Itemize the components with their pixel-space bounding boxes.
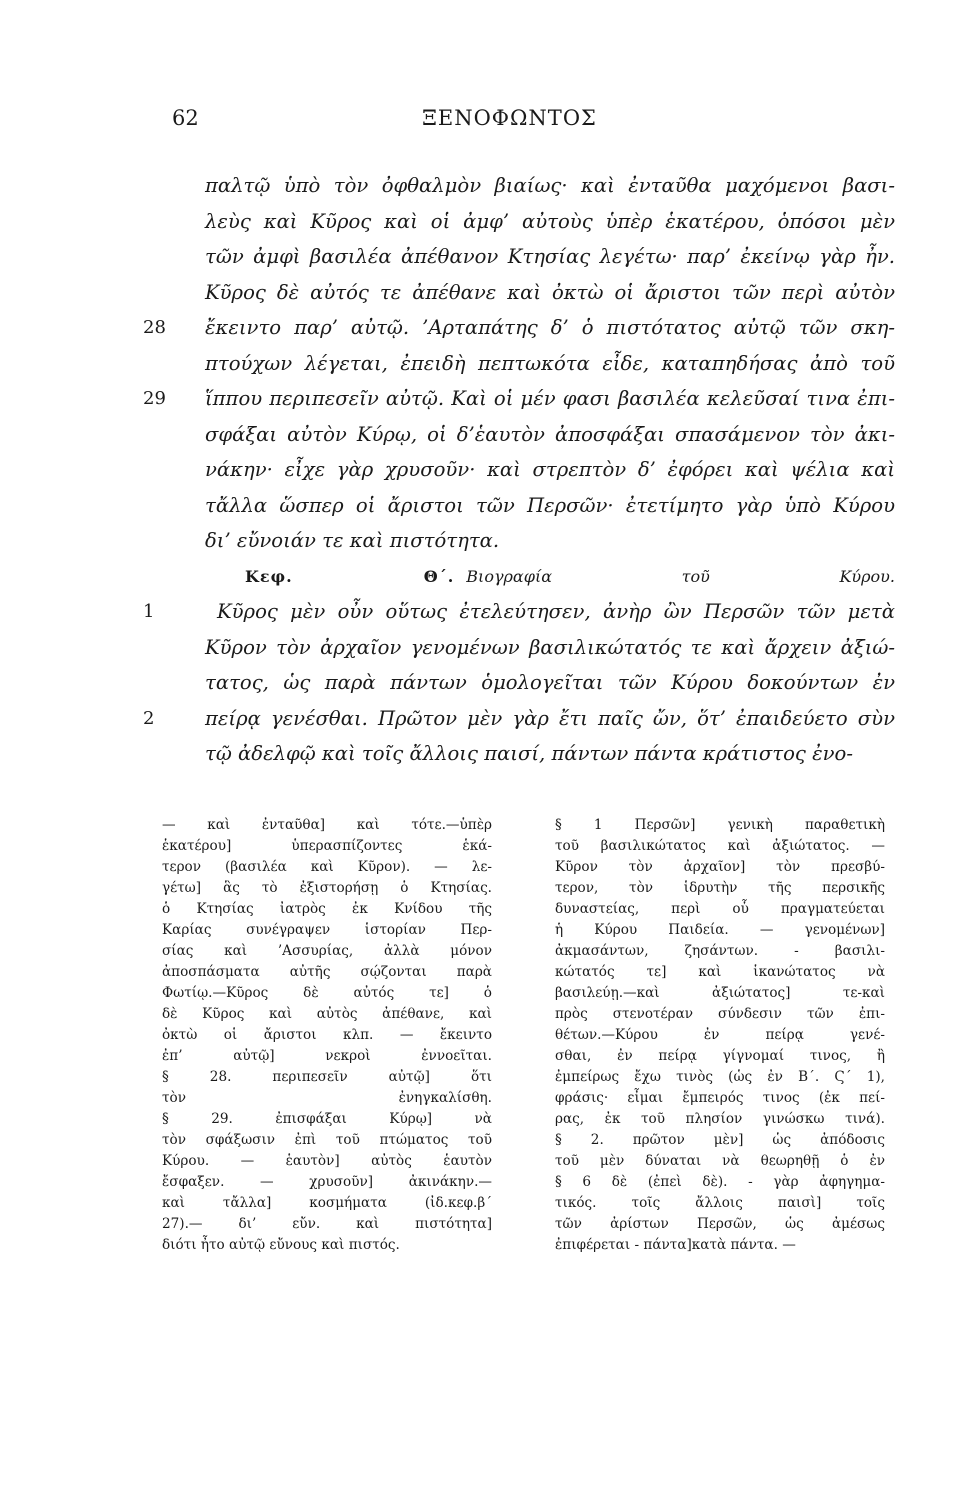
text-line bbox=[205, 630, 895, 666]
note-line: — καὶ ἐνταῦθα] καὶ τότε.—ὑπὲρ bbox=[162, 817, 492, 833]
text-line bbox=[205, 275, 895, 311]
line-text: ἔκειντο παρ’ αὐτῷ. ’Αρταπάτης δ’ ὁ πιστότατος αὐτῷ τῶν σκη- bbox=[205, 316, 895, 339]
note-line: καὶ τἄλλα] κοσμήματα (ἰδ.κεφ.β΄ bbox=[162, 1195, 492, 1211]
line-text: τατος, ὡς παρὰ πάντων ὁμολογεῖται τῶν Κύρου δοκούντων ἐν bbox=[205, 671, 895, 694]
line-text: τῶν ἀμφὶ βασιλέα ἀπέθανον Κτησίας λεγέτω· παρ’ ἐκείνῳ γὰρ ἦν. bbox=[205, 245, 895, 268]
note-line: διότι ἦτο αὐτῷ εὔνους καὶ πιστός. bbox=[162, 1237, 400, 1253]
note-line: Κύρου. — ἑαυτὸν] αὐτὸς ἑαυτὸν bbox=[162, 1153, 492, 1169]
text-line bbox=[205, 168, 895, 204]
note-line: βασιλεύῃ.—καὶ ἀξιώτατος] τε-καὶ bbox=[555, 985, 885, 1001]
note-line: τοῦ βασιλικώτατος καὶ ἀξιώτατος. — bbox=[555, 838, 885, 854]
note-line: § 1 Περσῶν] γενικὴ παραθετικὴ bbox=[555, 817, 885, 833]
note-line: § 29. ἐπισφάξαι Κύρῳ] νὰ bbox=[162, 1111, 492, 1127]
note-line: σθαι, ἐν πείρᾳ γίγνομαί τινος, ἢ bbox=[555, 1048, 885, 1064]
note-line: πρὸς στενοτέραν σύνδεσιν τῶν ἐπι- bbox=[555, 1006, 885, 1022]
note-line: κώτατός τε] καὶ ἱκανώτατος νὰ bbox=[555, 964, 885, 980]
line-text: Κῦρον τὸν ἀρχαῖον γενομένων βασιλικώτατός τε καὶ ἄρχειν ἀξιώ- bbox=[205, 635, 895, 659]
note-line: θέτων.—Κύρου ἐν πείρᾳ γενέ- bbox=[555, 1027, 885, 1043]
note-line: τερον (βασιλέα καὶ Κῦρον). — λε- bbox=[162, 859, 492, 875]
note-line: § 28. περιπεσεῖν αὐτῷ] ὅτι bbox=[162, 1069, 492, 1085]
note-line: Καρίας συνέγραψεν ἱστορίαν Περ- bbox=[162, 922, 492, 938]
note-line: ἔσφαξεν. — χρυσοῦν] ἀκινάκην.— bbox=[162, 1174, 492, 1190]
note-line: ἐπ’ αὐτῷ] νεκροὶ ἐννοεῖται. bbox=[162, 1048, 492, 1064]
text-line bbox=[205, 417, 895, 453]
line-text: σφάξαι αὐτὸν Κύρῳ, οἱ δ’ἑαυτὸν ἀποσφάξαι σπασάμενον τὸν ἀκι- bbox=[205, 422, 895, 446]
line-text: παλτῷ ὑπὸ τὸν ὀφθαλμὸν βιαίως· καὶ ἐνταῦθα μαχόμενοι βασι- bbox=[205, 174, 895, 197]
paragraph-number: 28 bbox=[143, 317, 166, 338]
text-line bbox=[205, 346, 895, 382]
line-text: πείρᾳ γενέσθαι. Πρῶτον μὲν γὰρ ἔτι παῖς ὤν, ὅτ’ ἐπαιδεύετο σὺν bbox=[205, 706, 895, 730]
text-line bbox=[143, 310, 895, 346]
note-line: σίας καὶ ’Ασσυρίας, ἀλλὰ μόνον bbox=[162, 943, 492, 959]
text-line bbox=[205, 239, 895, 275]
note-line: τῶν ἀρίστων Περσῶν, ὡς ἀμέσως bbox=[555, 1216, 885, 1232]
note-line: τερον, τὸν ἱδρυτὴν τῆς περσικῆς bbox=[555, 880, 885, 896]
footnotes-left-column bbox=[162, 815, 492, 1256]
running-title: ΞΕΝΟΦΩΝΤΟΣ bbox=[422, 106, 597, 130]
chapter-lines bbox=[143, 594, 895, 772]
main-text bbox=[143, 168, 895, 772]
note-line: δυναστείας, περὶ οὗ πραγματεύεται bbox=[555, 901, 885, 917]
chapter-title: Βιογραφία τοῦ Κύρου. bbox=[466, 566, 895, 586]
note-line: δὲ Κῦρος καὶ αὐτὸς ἀπέθανε, καὶ bbox=[162, 1006, 492, 1022]
note-line: ἀποσπάσματα αὐτῆς σῴζονται παρὰ bbox=[162, 964, 492, 980]
note-line: τὸν σφάξωσιν ἐπὶ τοῦ πτώματος τοῦ bbox=[162, 1132, 492, 1148]
line-text: λεὺς καὶ Κῦρος καὶ οἱ ἀμφ’ αὐτοὺς ὑπὲρ ἑκατέρου, ὁπόσοι μὲν bbox=[205, 209, 895, 233]
line-text: δι’ εὔνοιάν τε καὶ πιστότητα. bbox=[205, 529, 500, 552]
line-text: πτούχων λέγεται, ἐπειδὴ πεπτωκότα εἶδε, καταπηδήσας ἀπὸ τοῦ bbox=[205, 351, 895, 375]
note-line: τοῦ μὲν δύναται νὰ θεωρηθῇ ὁ ἐν bbox=[555, 1153, 885, 1169]
main-text-lines bbox=[143, 168, 895, 559]
chapter-label: Κεφ. Θ΄. bbox=[245, 566, 455, 586]
note-line: 27).— δι’ εὔν. καὶ πιστότητα] bbox=[162, 1216, 492, 1232]
text-line bbox=[205, 665, 895, 701]
paragraph-number: 29 bbox=[143, 388, 166, 409]
line-text: ἵππου περιπεσεῖν αὐτῷ. Καὶ οἱ μέν φασι βασιλέα κελεῦσαί τινα ἐπι- bbox=[205, 387, 895, 410]
note-line: ὀκτὼ οἱ ἄριστοι κλπ. — ἔκειντο bbox=[162, 1027, 492, 1043]
line-text: Κῦρος μὲν οὖν οὕτως ἐτελεύτησεν, ἀνὴρ ὢν Περσῶν τῶν μετὰ bbox=[217, 600, 895, 623]
line-text: νάκην· εἶχε γὰρ χρυσοῦν· καὶ στρεπτὸν δ’ ἐφόρει καὶ ψέλια καὶ bbox=[205, 458, 895, 481]
note-line: γέτω] ἃς τὸ ἐξιστορήσῃ ὁ Κτησίας. bbox=[162, 880, 492, 896]
note-line: ἑκατέρου] ὑπερασπίζοντες ἑκά- bbox=[162, 838, 492, 854]
note-line: § 2. πρῶτον μὲν] ὡς ἀπόδοσις bbox=[555, 1132, 885, 1148]
line-text: τῷ ἀδελφῷ καὶ τοῖς ἄλλοις παισί, πάντων πάντα κράτιστος ἐνο- bbox=[205, 742, 853, 765]
page-number: 62 bbox=[172, 106, 199, 130]
text-line bbox=[143, 594, 895, 630]
note-line: φράσις· εἶμαι ἔμπειρός τινος (ἐκ πεί- bbox=[555, 1090, 885, 1106]
text-line bbox=[143, 701, 895, 737]
text-line bbox=[205, 488, 895, 524]
text-line bbox=[205, 452, 895, 488]
note-line: τικός. τοῖς ἄλλοις παισὶ] τοῖς bbox=[555, 1195, 885, 1211]
text-line bbox=[143, 381, 895, 417]
note-line: τὸν ἐνηγκαλίσθη. bbox=[162, 1090, 492, 1106]
text-line bbox=[205, 204, 895, 240]
note-line: Κῦρον τὸν ἀρχαῖον] τὸν πρεσβύ- bbox=[555, 859, 885, 875]
note-line: ἐπιφέρεται - πάντα]κατὰ πάντα. — bbox=[555, 1237, 796, 1253]
note-line: Φωτίῳ.—Κῦρος δὲ αὐτός τε] ὁ bbox=[162, 985, 492, 1001]
footnotes-right-column bbox=[555, 815, 885, 1256]
line-text: τἄλλα ὥσπερ οἱ ἄριστοι τῶν Περσῶν· ἐτετίμητο γὰρ ὑπὸ Κύρου bbox=[205, 493, 895, 517]
text-line bbox=[205, 736, 895, 772]
note-line: ἀκμασάντων, ζησάντων. - βασιλι- bbox=[555, 943, 885, 959]
paragraph-number: 1 bbox=[143, 601, 155, 622]
note-line: ρας, ἐκ τοῦ πλησίον γινώσκω τινά). bbox=[555, 1111, 885, 1127]
paragraph-number: 2 bbox=[143, 707, 155, 729]
text-line bbox=[205, 523, 895, 559]
note-line: ἐμπείρως ἔχω τινὸς (ὡς ἐν Β΄. Ϛ΄ 1), bbox=[555, 1069, 885, 1085]
note-line: ἡ Κύρου Παιδεία. — γενομένων] bbox=[555, 922, 885, 938]
note-line: § 6 δὲ (ἐπεὶ δὲ). - γὰρ ἀφηγημα- bbox=[555, 1174, 885, 1190]
chapter-heading bbox=[205, 559, 895, 595]
line-text: Κῦρος δὲ αὐτός τε ἀπέθανε καὶ ὀκτὼ οἱ ἄριστοι τῶν περὶ αὐτὸν bbox=[205, 280, 895, 304]
note-line: ὁ Κτησίας ἰατρὸς ἐκ Κνίδου τῆς bbox=[162, 901, 492, 917]
